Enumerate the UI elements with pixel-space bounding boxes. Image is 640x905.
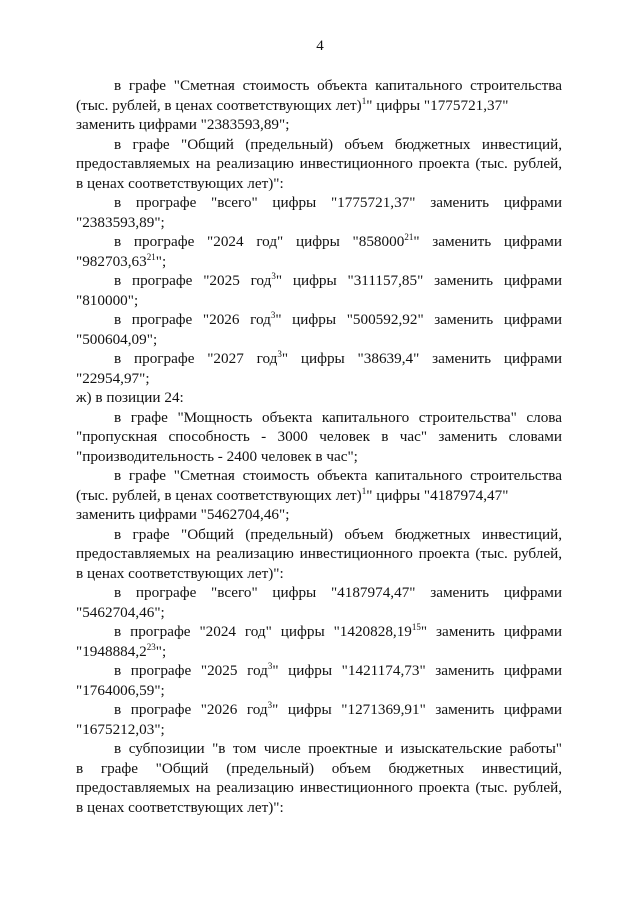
- document-body: [76, 76, 562, 817]
- paragraph-5: в прографе "2025 год$^3$" цифры "311157,85" заменить цифрами "810000";: [76, 271, 562, 309]
- paragraph-16: в субпозиции "в том числе проектные и изыскательские работы" в графе "Общий (предельный) объем бюджетных инвестиций, предоставляемых на реализацию инвестиционного проекта (тыс. рублей, в ценах соответствующих лет)":: [76, 740, 562, 816]
- paragraph-2: в графе "Общий (предельный) объем бюджетных инвестиций, предоставляемых на реализацию инвестиционного проекта (тыс. рублей, в ценах соответствующих лет)":: [76, 135, 562, 192]
- paragraph-14: в прографе "2025 год$^3$" цифры "1421174,73" заменить цифрами "1764006,59";: [76, 661, 562, 699]
- paragraph-1: в графе "Сметная стоимость объекта капитального строительства (тыс. рублей, в ценах соответствующих лет)$^1$" цифры "1775721,37" заменить цифрами "2383593,89";: [76, 77, 562, 133]
- paragraph-11: в графе "Общий (предельный) объем бюджетных инвестиций, предоставляемых на реализацию инвестиционного проекта (тыс. рублей, в ценах соответствующих лет)":: [76, 525, 562, 582]
- paragraph-3: в прографе "всего" цифры "1775721,37" заменить цифрами "2383593,89";: [76, 194, 562, 231]
- paragraph-15: в прографе "2026 год$^3$" цифры "1271369,91" заменить цифрами "1675212,03";: [76, 700, 562, 738]
- paragraph-4: в прографе "2024 год" цифры "858000$^{21}$" заменить цифрами "982703,63$^{21}$";: [76, 232, 562, 270]
- page-number: 4: [316, 38, 324, 54]
- paragraph-10: в графе "Сметная стоимость объекта капитального строительства (тыс. рублей, в ценах соответствующих лет)$^1$" цифры "4187974,47" заменить цифрами "5462704,46";: [76, 467, 562, 523]
- paragraph-6: в прографе "2026 год$^3$" цифры "500592,92" заменить цифрами "500604,09";: [76, 310, 562, 348]
- paragraph-7: в прографе "2027 год$^3$" цифры "38639,4" заменить цифрами "22954,97";: [76, 349, 562, 387]
- paragraph-9: в графе "Мощность объекта капитального строительства" слова "пропускная способность - 3000 человек в час" заменить словами "производительность - 2400 человек в час";: [76, 408, 562, 465]
- paragraph-8: ж) в позиции 24:: [76, 389, 184, 406]
- paragraph-13: в прографе "2024 год" цифры "1420828,19$^{15}$" заменить цифрами "1948884,2$^{23}$";: [76, 622, 562, 660]
- paragraph-12: в прографе "всего" цифры "4187974,47" заменить цифрами "5462704,46";: [76, 584, 562, 621]
